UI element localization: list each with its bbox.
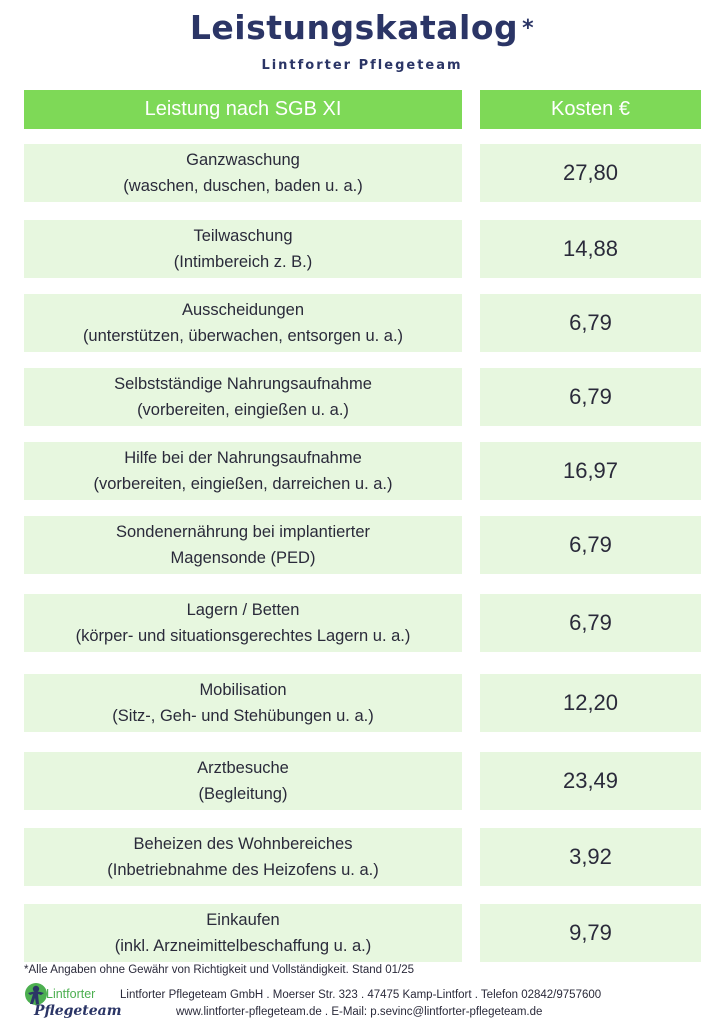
service-description bbox=[24, 220, 462, 278]
table-row bbox=[0, 516, 724, 574]
service-name: Einkaufen bbox=[206, 911, 280, 929]
service-description bbox=[24, 828, 462, 886]
service-name: Selbstständige Nahrungsaufnahme bbox=[114, 375, 372, 393]
footer-contact: www.lintforter-pflegeteam.de . E-Mail: p.sevinc@lintforter-pflegeteam.de bbox=[176, 1006, 543, 1018]
service-name: Sondenernährung bei implantierter bbox=[115, 523, 371, 541]
column-header-cost: Kosten € bbox=[480, 90, 701, 129]
service-description bbox=[24, 904, 462, 962]
service-name: Beheizen des Wohnbereiches bbox=[133, 835, 353, 853]
page-subtitle: Lintforter Pflegeteam bbox=[261, 58, 463, 73]
footnote: *Alle Angaben ohne Gewähr von Richtigkeit und Vollständigkeit. Stand 01/25 bbox=[24, 964, 414, 976]
column-header-service: Leistung nach SGB XI bbox=[24, 90, 462, 129]
service-name: Teilwaschung bbox=[193, 227, 293, 245]
service-detail: (Inbetriebnahme des Heizofens u. a.) bbox=[107, 861, 379, 879]
footer-address: Lintforter Pflegeteam GmbH . Moerser Str. 323 . 47475 Kamp-Lintfort . Telefon 02842/9757600 bbox=[120, 989, 602, 1001]
table-row bbox=[0, 594, 724, 652]
service-detail: (Begleitung) bbox=[198, 785, 288, 803]
logo-word-1: Lintforter bbox=[46, 987, 96, 1001]
service-cost: 6,79 bbox=[480, 368, 701, 426]
title-text: Leistungskatalog bbox=[189, 8, 519, 47]
table-row bbox=[0, 442, 724, 500]
service-description bbox=[24, 442, 462, 500]
service-name: Mobilisation bbox=[199, 681, 287, 699]
table-row bbox=[0, 220, 724, 278]
table-row bbox=[0, 828, 724, 886]
table-row bbox=[0, 294, 724, 352]
service-description bbox=[24, 516, 462, 574]
service-detail: (körper- und situationsgerechtes Lagern u. a.) bbox=[75, 627, 411, 645]
service-name: Ganzwaschung bbox=[186, 151, 300, 169]
service-cost: 23,49 bbox=[480, 752, 701, 810]
service-detail: (Intimbereich z. B.) bbox=[173, 253, 313, 271]
service-description bbox=[24, 674, 462, 732]
service-cost: 6,79 bbox=[480, 594, 701, 652]
service-detail: (unterstützen, überwachen, entsorgen u. a.) bbox=[82, 327, 404, 345]
service-cost: 14,88 bbox=[480, 220, 701, 278]
service-detail: (vorbereiten, eingießen, darreichen u. a.) bbox=[93, 475, 393, 493]
title-asterisk: * bbox=[522, 16, 535, 41]
service-detail: (inkl. Arzneimittelbeschaffung u. a.) bbox=[114, 937, 372, 955]
service-name: Hilfe bei der Nahrungsaufnahme bbox=[124, 449, 362, 467]
service-detail: (vorbereiten, eingießen u. a.) bbox=[137, 401, 349, 419]
service-detail: Magensonde (PED) bbox=[170, 549, 316, 567]
table-row bbox=[0, 904, 724, 962]
service-cost: 16,97 bbox=[480, 442, 701, 500]
service-detail: (Sitz-, Geh- und Stehübungen u. a.) bbox=[112, 707, 374, 725]
service-name: Lagern / Betten bbox=[186, 601, 300, 619]
service-description bbox=[24, 144, 462, 202]
table-row bbox=[0, 144, 724, 202]
service-cost: 6,79 bbox=[480, 516, 701, 574]
table-row bbox=[0, 752, 724, 810]
service-description bbox=[24, 594, 462, 652]
service-name: Ausscheidungen bbox=[181, 301, 304, 319]
service-description bbox=[24, 368, 462, 426]
table-row bbox=[0, 674, 724, 732]
service-name: Arztbesuche bbox=[197, 759, 289, 777]
logo-word-2: Pflegeteam bbox=[34, 1003, 122, 1019]
service-cost: 3,92 bbox=[480, 828, 701, 886]
table-row bbox=[0, 368, 724, 426]
page-title bbox=[0, 8, 724, 47]
service-cost: 6,79 bbox=[480, 294, 701, 352]
service-detail: (waschen, duschen, baden u. a.) bbox=[123, 177, 363, 195]
service-cost: 12,20 bbox=[480, 674, 701, 732]
service-description bbox=[24, 752, 462, 810]
service-cost: 9,79 bbox=[480, 904, 701, 962]
service-description bbox=[24, 294, 462, 352]
service-cost: 27,80 bbox=[480, 144, 701, 202]
